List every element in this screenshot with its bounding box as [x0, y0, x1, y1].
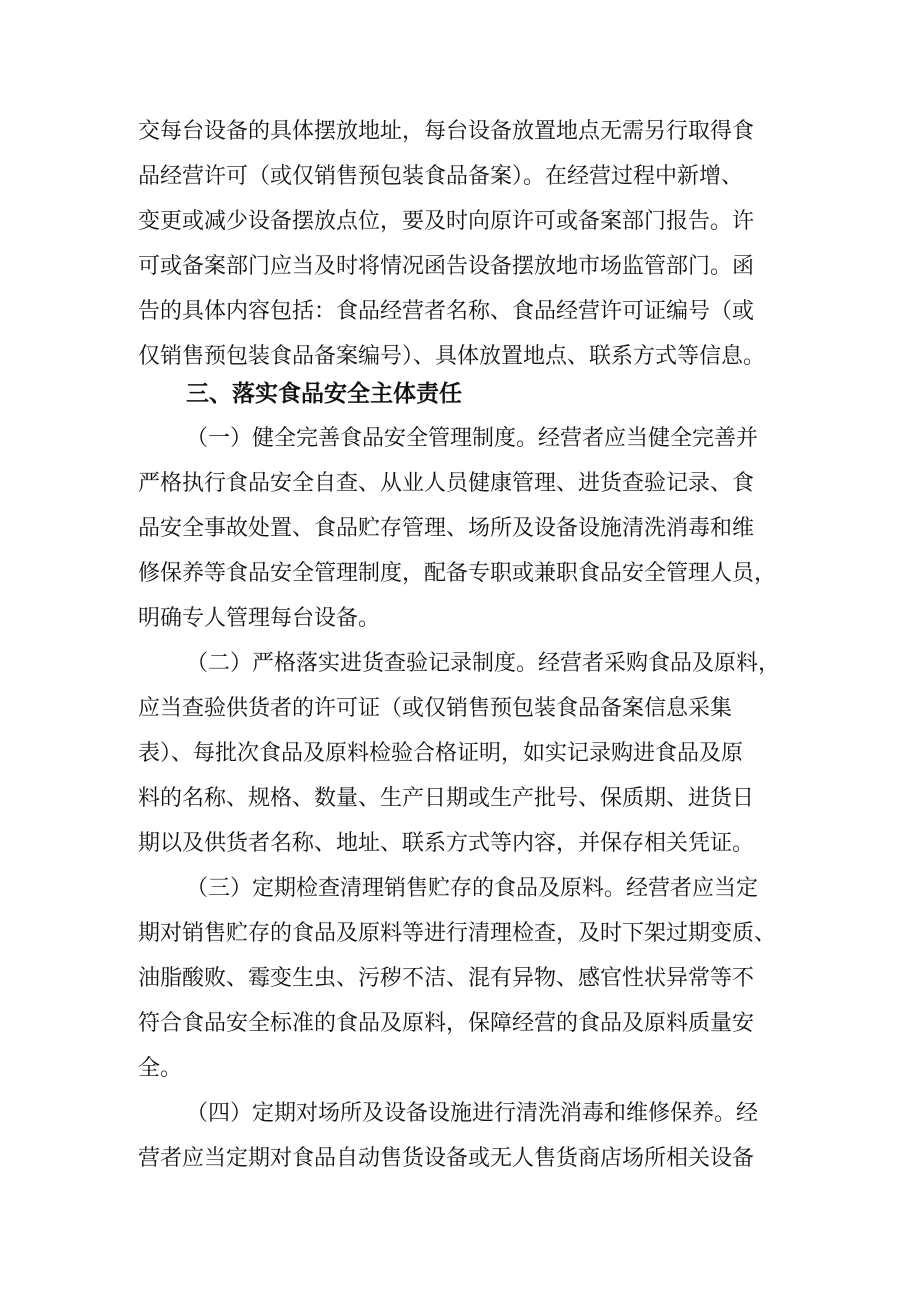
body-line: 修保养等食品安全管理制度，配备专职或兼职食品安全管理人员， [138, 561, 777, 586]
body-line: 品经营许可（或仅销售预包装食品备案）。在经营过程中新增、 [138, 164, 744, 189]
body-line: 可或备案部门应当及时将情况函告设备摆放地市场监管部门。函 [138, 254, 755, 279]
body-line: 仅销售预包装食品备案编号）、具体放置地点、联系方式等信息。 [138, 344, 766, 369]
body-line: 严格执行食品安全自查、从业人员健康管理、进货查验记录、食 [138, 471, 755, 496]
body-line: 全。 [138, 1056, 183, 1081]
paragraph-first-line: （二）严格落实进货查验记录制度。经营者采购食品及原料， [186, 651, 781, 676]
body-line: 营者应当定期对食品自动售货设备或无人售货商店场所相关设备 [138, 1146, 755, 1171]
body-line: 表）、每批次食品及原料检验合格证明，如实记录购进食品及原 [138, 741, 744, 766]
paragraph-first-line: （三）定期检查清理销售贮存的食品及原料。经营者应当定 [186, 876, 759, 901]
body-line: 明确专人管理每台设备。 [138, 606, 381, 631]
body-line: 期以及供货者名称、地址、联系方式等内容，并保存相关凭证。 [138, 831, 755, 856]
body-line: 料的名称、规格、数量、生产日期或生产批号、保质期、进货日 [138, 786, 755, 811]
body-line: 品安全事故处置、食品贮存管理、场所及设备设施清洗消毒和维 [138, 516, 755, 541]
body-line: 期对销售贮存的食品及原料等进行清理检查，及时下架过期变质、 [138, 921, 777, 946]
body-line: 变更或减少设备摆放点位，要及时向原许可或备案部门报告。许 [138, 209, 755, 234]
paragraph-first-line: （四）定期对场所及设备设施进行清洗消毒和维修保养。经 [186, 1101, 759, 1126]
body-line: 油脂酸败、霉变生虫、污秽不洁、混有异物、感官性状异常等不 [138, 966, 755, 991]
body-line: 应当查验供货者的许可证（或仅销售预包装食品备案信息采集 [138, 696, 733, 721]
section-heading: 三、落实食品安全主体责任 [186, 381, 462, 407]
body-line: 符合食品安全标准的食品及原料，保障经营的食品及原料质量安 [138, 1011, 755, 1036]
paragraph-first-line: （一）健全完善食品安全管理制度。经营者应当健全完善并 [186, 426, 759, 451]
body-line: 告的具体内容包括：食品经营者名称、食品经营许可证编号（或 [138, 299, 755, 324]
body-line: 交每台设备的具体摆放地址，每台设备放置地点无需另行取得食 [138, 119, 755, 144]
